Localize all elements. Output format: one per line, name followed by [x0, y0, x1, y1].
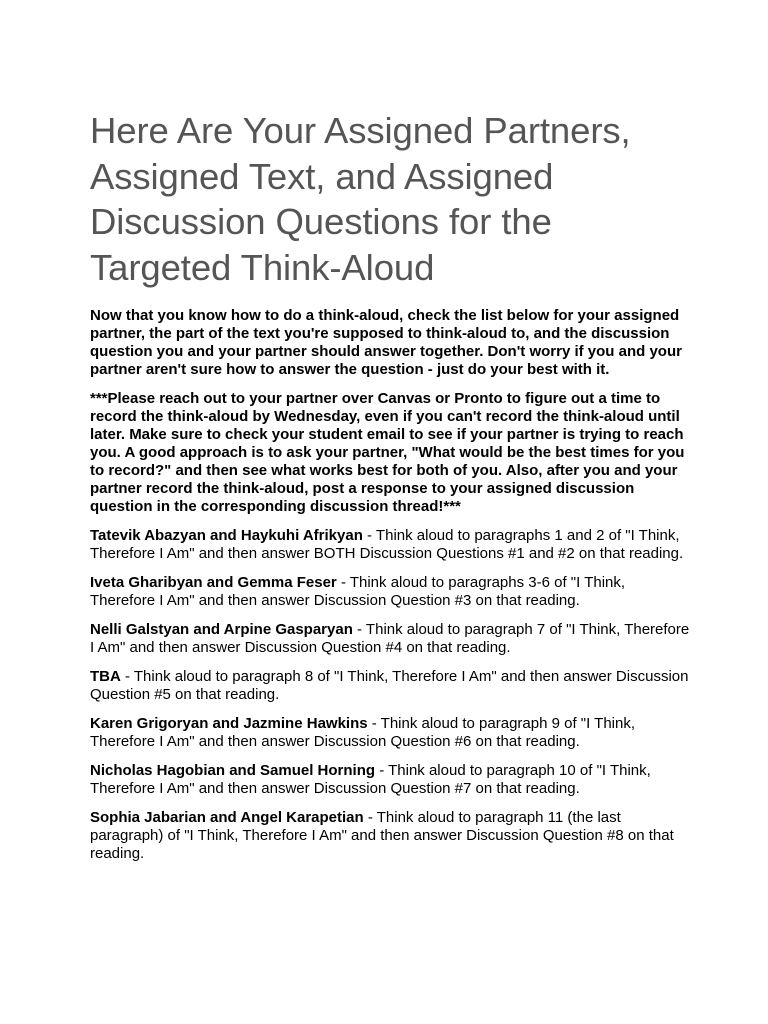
assignment-task: - Think aloud to paragraph 8 of "I Think, Therefore I Am" and then answer Discussion Question #5 on that reading.: [90, 668, 689, 703]
partner-names: Karen Grigoryan and Jazmine Hawkins: [90, 715, 368, 732]
page-title: Here Are Your Assigned Partners, Assigned Text, and Assigned Discussion Questions for the Targeted Think-Aloud: [90, 110, 631, 288]
assignment-task: - Think aloud to paragraph 11 (the last paragraph) of "I Think, Therefore I Am" and then answer Discussion Question #8 on that reading.: [90, 809, 674, 862]
partner-names: Nicholas Hagobian and Samuel Horning: [90, 762, 376, 779]
partner-names: Tatevik Abazyan and Haykuhi Afrikyan: [90, 527, 363, 544]
assignment-item: [90, 527, 690, 563]
assignment-item: [90, 621, 690, 657]
partner-names: TBA: [90, 668, 121, 685]
assignment-item: [90, 809, 690, 863]
document-page: [90, 108, 690, 874]
assignment-task: - Think aloud to paragraph 7 of "I Think, Therefore I Am" and then answer Discussion Question #4 on that reading.: [90, 621, 690, 656]
partner-names: Nelli Galstyan and Arpine Gasparyan: [90, 621, 353, 638]
assignment-task: - Think aloud to paragraph 10 of "I Think, Therefore I Am" and then answer Discussion Question #7 on that reading.: [90, 762, 651, 797]
assignment-item: [90, 715, 690, 751]
assignment-task: - Think aloud to paragraphs 3-6 of "I Think, Therefore I Am" and then answer Discussion Question #3 on that reading.: [90, 574, 626, 609]
instructions-paragraph: ***Please reach out to your partner over Canvas or Pronto to figure out a time to record the think-aloud by Wednesday, even if you can't record the think-aloud until later. Make sure to check your student email to see if your partner is trying to reach you. A good approach is to ask your partner, "What would be the best times for you to record?" and then see what works best for both of you. Also, after you and your partner record the think-aloud, post a response to your assigned discussion question in the corresponding discussion thread!***: [90, 390, 685, 515]
assignment-item: [90, 574, 690, 610]
assignment-item: [90, 762, 690, 798]
intro-paragraph: Now that you know how to do a think-aloud, check the list below for your assigned partner, the part of the text you're supposed to think-aloud to, and the discussion question you and your partner should answer together. Don't worry if you and your partner aren't sure how to answer the question - just do your best with it.: [90, 307, 682, 378]
assignment-task: - Think aloud to paragraphs 1 and 2 of "I Think, Therefore I Am" and then answer BOTH Discussion Questions #1 and #2 on that reading.: [90, 527, 684, 562]
partner-names: Iveta Gharibyan and Gemma Feser: [90, 574, 337, 591]
assignment-item: [90, 668, 690, 704]
assignment-task: - Think aloud to paragraph 9 of "I Think, Therefore I Am" and then answer Discussion Question #6 on that reading.: [90, 715, 636, 750]
partner-names: Sophia Jabarian and Angel Karapetian: [90, 809, 364, 826]
